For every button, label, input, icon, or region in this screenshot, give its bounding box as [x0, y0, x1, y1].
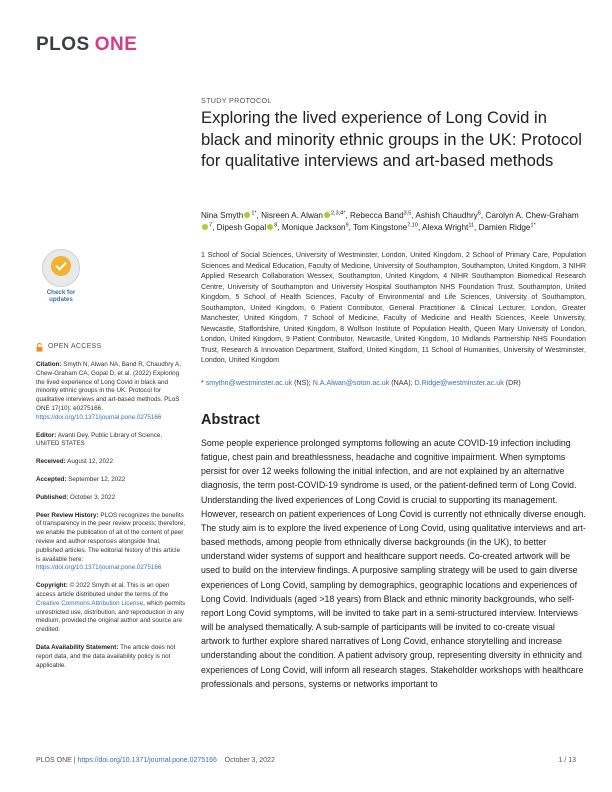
- peer-review-text: PLOS recognizes the benefits of transparency in the peer review process; therefore, we enable the publication of all of the content of peer review and author responses alongside final, published articles. The editorial history of this article is available here:: [36, 511, 186, 563]
- accepted-block: [36, 476, 186, 485]
- abstract-heading: Abstract: [201, 412, 260, 428]
- email-link-3[interactable]: D.Ridge@westminster.ac.uk: [414, 379, 504, 387]
- received-date: August 12, 2022: [65, 458, 114, 466]
- data-availability-text: The article does not report data, and the data availability policy is not applicable.: [36, 643, 176, 669]
- author-affiliation-sup: 11: [468, 222, 475, 229]
- author-name: Carolyn A. Chew-Graham: [485, 211, 579, 220]
- editor-block: [36, 432, 186, 450]
- author-name: Alexa Wright: [422, 223, 469, 233]
- data-availability-block: [36, 644, 186, 670]
- author-name: Nina Smyth: [201, 211, 244, 220]
- author[interactable]: [201, 211, 257, 220]
- author-affiliation-sup: 1*: [251, 210, 257, 217]
- author-affiliation-sup: 2,3,4*: [331, 210, 346, 217]
- author-list: Nina Smyth $^{1*}$, Nisreen A. Alwan $^{2,3,4*}$, Rebecca Band$^{3,5}$, Ashish Chaudhry$^6$, Carolyn A. Chew-Graham$^7$, Dipesh Gopal $^8$, Monique Jackson$^9$, Tom Kingstone$^{7,10}$, Alexa Wright$^{11}$, Damien Ridge$^{1*}$: [201, 210, 579, 233]
- logo-plos-text: PLOS: [36, 34, 90, 55]
- citation-doi-link[interactable]: https://doi.org/10.1371/journal.pone.0275166: [36, 413, 162, 421]
- check-updates-label: [38, 289, 84, 303]
- orcid-icon[interactable]: [267, 224, 273, 230]
- data-availability-label: Data Availability Statement:: [36, 643, 119, 651]
- author[interactable]: [217, 223, 278, 232]
- open-lock-icon: [36, 343, 44, 352]
- logo-one-text: ONE: [94, 34, 138, 55]
- open-access-label: [36, 343, 186, 352]
- received-label: Received:: [36, 458, 66, 466]
- email-link-1[interactable]: smythn@westminster.ac.uk: [205, 379, 293, 387]
- orcid-icon[interactable]: [324, 212, 330, 218]
- orcid-icon[interactable]: [244, 212, 250, 218]
- check-updates-line2: updates: [49, 296, 73, 303]
- author-name: Nisreen A. Alwan: [261, 211, 323, 220]
- page-number: 1 / 13: [558, 757, 576, 764]
- author[interactable]: [422, 223, 474, 232]
- author-name: Damien Ridge: [478, 223, 531, 233]
- author[interactable]: [479, 223, 536, 232]
- check-updates-icon: [42, 249, 80, 287]
- article-type-label: STUDY PROTOCOL: [201, 96, 272, 105]
- footer-doi-link[interactable]: https://doi.org/10.1371/journal.pone.0275166: [77, 757, 217, 764]
- affiliations: 1 School of Social Sciences, University of Westminster, London, United Kingdom, 2 School of Primary Care, Population Sciences and Medical Education, Faculty of Medicine, University of Southampton, Southampton, United Kingdom, 3 NIHR Applied Research Collaboration Wessex, Southampton, United Kingdom, 4 NIHR Southampton Biomedical Research Centre, University of Southampton and University Hospital Southampton NHS Foundation Trust, Southampton, United Kingdom, 5 School of Health Sciences, Faculty of Environmental and Life Sciences, University of Southampton, Southampton, United Kingdom, 6 Patient Contributor, General Practitioner & Clinical Lecturer, London, Greater Manchester, United Kingdom, 7 School of Medicine, Faculty of Medicine and Health Sciences, Keele University, Newcastle, Staffordshire, United Kingdom, 8 Wolfson Institute of Population Health, Queen Mary University of London, London, United Kingdom, 9 Patient Contributor, Newcastle, United Kingdom, 10 Midlands Partnership NHS Foundation Trust, Research & Innovation Department, Stafford, United Kingdom, 11 School of Humanities, University of Westminster, London, United Kingdom: [201, 251, 586, 364]
- orcid-icon[interactable]: [202, 224, 208, 230]
- open-access-text: OPEN ACCESS: [48, 343, 102, 351]
- abstract-text: Some people experience prolonged symptoms following an acute COVID-19 infection including fatigue, chest pain and breathlessness, headache and cognitive impairment. When symptoms persist for over 12 weeks following the initial infection, and are not explained by an alternative diagnosis, the term post-COVID-19 syndrome is used, or the patient-defined term of Long Covid. Understanding the lived experiences of Long Covid is crucial to supporting its management. However, research on patient experiences of Long Covid is currently not ethnically diverse enough. The study aim is to explore the lived experience of Long Covid, using qualitative interviews and art-based methods, among people from ethnically diverse backgrounds (in the UK), to better understand wider systems of support and healthcare support needs. Co-created artwork will be used to build on the interview findings. A purposive sampling strategy will be used to gain diverse experiences of Long Covid, sampling by demographics, geographic locations and experiences of Long Covid. Individuals (aged >18 years) from Black and ethnic minority backgrounds, who self-report Long Covid symptoms, will be invited to take part in a semi-structured interview. Interviews will be analysed thematically. A sub-sample of participants will be invited to co-create visual artwork to further explore shared narratives of Long Covid, enhance storytelling and increase understanding about the condition. A patient advisory group, representing diversity in ethnicity and experiences of Long Covid, will inform all research stages. Stakeholder workshops with healthcare professionals and persons, systems or networks important to: [201, 438, 586, 689]
- email-tag-2: (NAA);: [389, 379, 415, 387]
- author[interactable]: [353, 223, 418, 232]
- accepted-label: Accepted:: [36, 475, 67, 483]
- published-block: [36, 494, 186, 503]
- correspondence: [201, 378, 586, 388]
- author[interactable]: [261, 211, 345, 220]
- footer-separator: |: [71, 757, 78, 764]
- published-label: Published:: [36, 493, 69, 501]
- footer-date: October 3, 2022: [224, 757, 275, 764]
- article-title: Exploring the lived experience of Long Covid in black and minority ethnic groups in the UK: Protocol for qualitative interviews and art-based methods: [201, 108, 582, 171]
- copyright-text-2: , which permits unrestricted use, distribution, and reproduction in any medium, provided the original author and source are credited.: [36, 599, 186, 634]
- author[interactable]: [415, 211, 480, 220]
- citation-label: Citation:: [36, 361, 62, 368]
- received-block: [36, 458, 186, 467]
- copyright-block: [36, 582, 186, 635]
- email-tag-1: (NS);: [292, 379, 313, 387]
- page-footer: [36, 757, 576, 769]
- peer-review-label: Peer Review History:: [36, 511, 99, 519]
- editor-text: Avanti Dey, Public Library of Science, UNITED STATES: [36, 431, 163, 448]
- author-affiliation-sup: 9: [345, 222, 349, 229]
- peer-review-block: [36, 512, 186, 574]
- copyright-label: Copyright:: [36, 582, 68, 590]
- check-for-updates-badge[interactable]: [38, 249, 84, 305]
- citation-text: Smyth N, Alwan NA, Band R, Chaudhry A, Chew-Graham CA, Gopal D, et al. (2022) Exploring the lived experience of Long Covid in black and minority ethnic groups in the UK: Protocol for qualitative interviews and art-based methods. PLoS ONE 17(10): e0275166.: [36, 361, 181, 412]
- author-affiliation-sup: 7: [209, 222, 213, 229]
- author[interactable]: [282, 223, 349, 232]
- author-name: Ashish Chaudhry: [415, 211, 478, 220]
- author-affiliation-sup: 7,10: [407, 222, 418, 229]
- author-name: Rebecca Band: [349, 211, 404, 220]
- check-updates-line1: Check for: [46, 289, 76, 296]
- license-link[interactable]: Creative Commons Attribution License: [36, 599, 144, 607]
- author-name: Monique Jackson: [281, 223, 346, 233]
- peer-review-doi-link[interactable]: https://doi.org/10.1371/journal.pone.0275166: [36, 564, 162, 572]
- accepted-date: September 12, 2022: [66, 475, 126, 483]
- citation-block: [36, 361, 186, 423]
- author-affiliation-sup: 3,5: [403, 210, 412, 217]
- author[interactable]: [350, 211, 411, 220]
- author-affiliation-sup: 1*: [530, 222, 536, 229]
- journal-logo[interactable]: [36, 34, 137, 56]
- author-affiliation-sup: 8: [274, 222, 278, 229]
- editor-label: Editor:: [36, 431, 57, 439]
- correspondence-star: *: [201, 379, 204, 387]
- copyright-text-1: © 2022 Smyth et al. This is an open access article distributed under the terms of the: [36, 582, 170, 598]
- author-affiliation-sup: 6: [477, 210, 481, 217]
- footer-journal: PLOS ONE: [36, 757, 72, 764]
- email-tag-3: (DR): [503, 379, 521, 387]
- email-link-2[interactable]: N.A.Alwan@soton.ac.uk: [312, 379, 390, 387]
- published-date: October 3, 2022: [68, 493, 116, 501]
- article-info-sidebar: [36, 343, 186, 679]
- author-name: Dipesh Gopal: [216, 223, 267, 233]
- author-name: Tom Kingstone: [353, 223, 408, 233]
